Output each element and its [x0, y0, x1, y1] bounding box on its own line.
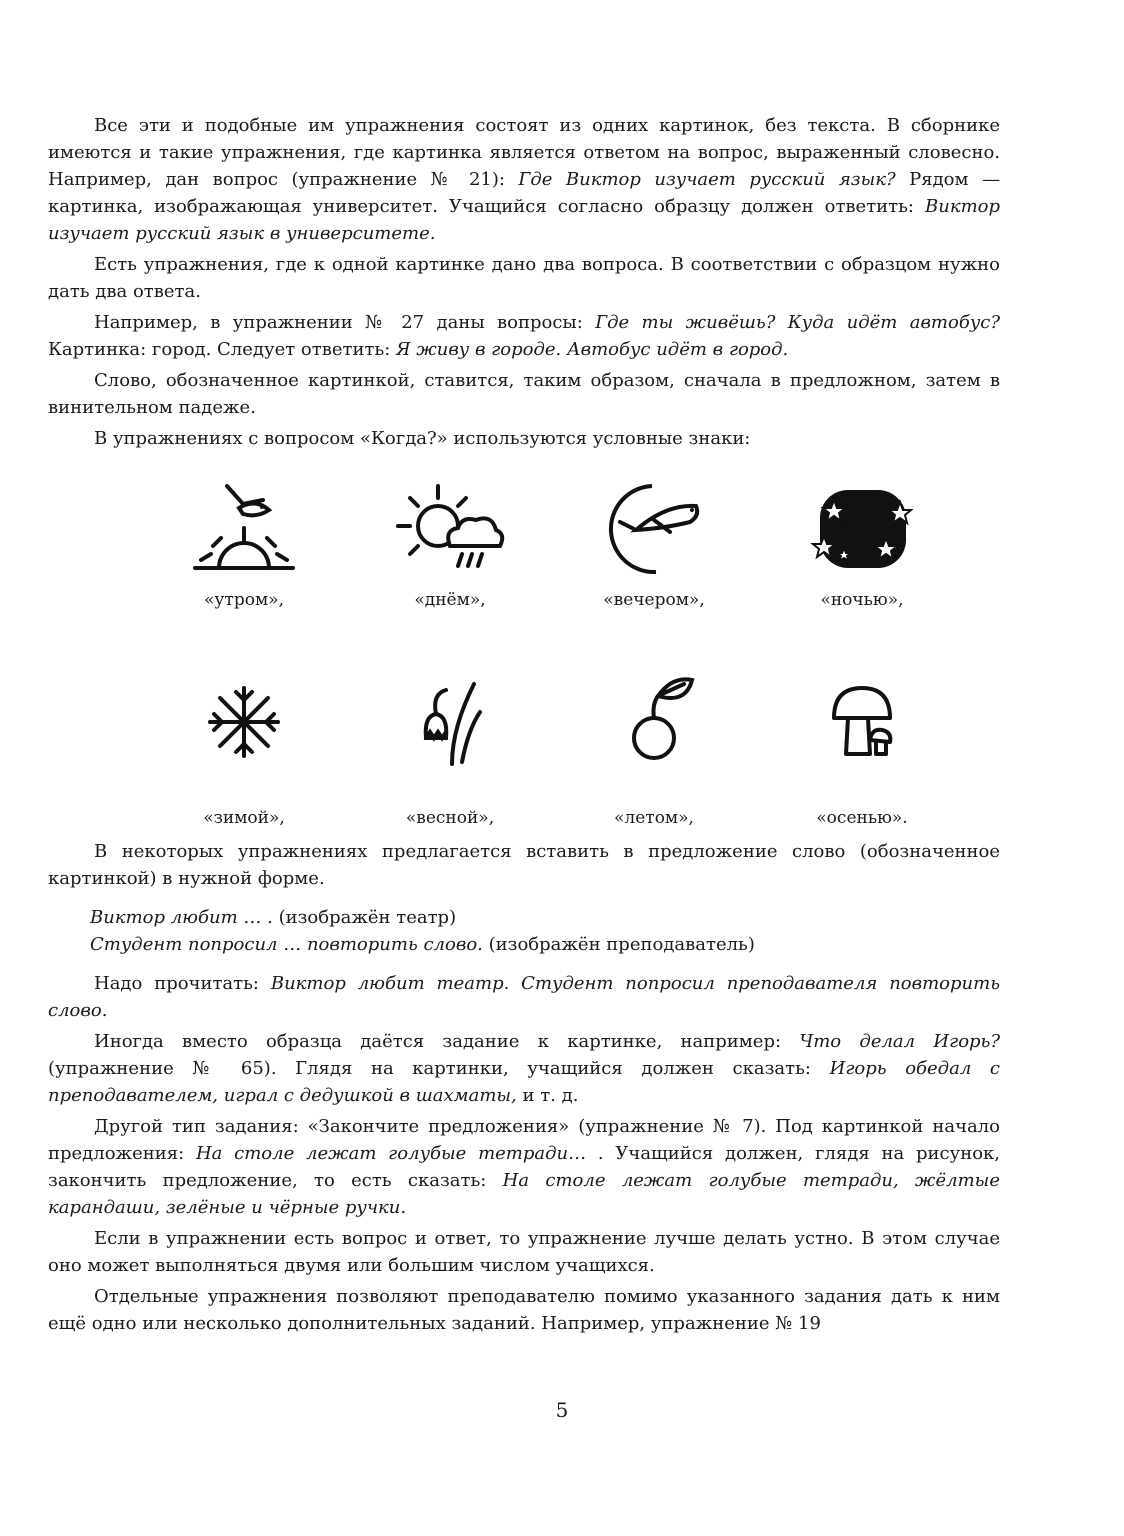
paragraph-9: Другой тип задания: «Закончите предложения» (упражнение № 7). Под картинкой начало предложения: На столе лежат голубые тетради… . Учащийся должен, глядя на рисунок, закончить предложение, то есть сказать: На столе лежат голубые тетради, жёлтые карандаши, зелёные и чёрные ручки. [48, 1116, 1000, 1218]
mushroom-icon [804, 674, 920, 770]
symbol-label-winter: «зимой», [203, 808, 285, 828]
paragraph-6: В некоторых упражнениях предлагается вставить в предложение слово (обозначенное картинкой) в нужной форме. [48, 841, 1000, 889]
paragraph-11: Отдельные упражнения позволяют преподавателю помимо указанного задания дать к ним ещё одно или несколько дополнительных заданий. Например, упражнение № 19 [48, 1286, 1000, 1334]
symbol-evening [544, 480, 764, 610]
symbol-label-spring: «весной», [405, 808, 495, 828]
symbol-spring [340, 674, 560, 828]
paragraph-10: Если в упражнении есть вопрос и ответ, то упражнение лучше делать устно. В этом случае оно может выполняться двумя или большим числом учащихся. [48, 1228, 1000, 1276]
example-1: Виктор любит … . (изображён театр) [90, 907, 457, 928]
page-body [48, 112, 1000, 1337]
crescent-moon-bird-icon [596, 480, 712, 576]
symbol-label-night: «ночью», [820, 590, 904, 610]
page-number: 5 [555, 1398, 569, 1422]
symbol-label-summer: «летом», [614, 808, 694, 828]
symbol-label-morning: «утром», [204, 590, 284, 610]
symbol-winter [134, 674, 354, 828]
paragraph-7: Надо прочитать: Виктор любит театр. Студент попросил преподавателя повторить слово. [48, 973, 1000, 1021]
example-2: Студент попросил … повторить слово. (изображён преподаватель) [90, 934, 755, 955]
moon-stars-icon [804, 480, 920, 576]
bellflower-icon [392, 674, 508, 770]
sun-cloud-rain-icon [392, 480, 508, 576]
symbol-day [340, 480, 560, 610]
examples-block [48, 904, 1000, 958]
paragraph-2: Есть упражнения, где к одной картинке дано два вопроса. В соответствии с образцом нужно дать два ответа. [48, 254, 1000, 302]
symbol-autumn [752, 674, 972, 828]
paragraph-3: Например, в упражнении № 27 даны вопросы: Где ты живёшь? Куда идёт автобус? Картинка: город. Следует ответить: Я живу в городе. Автобус идёт в город. [48, 312, 1000, 360]
symbol-summer [544, 674, 764, 828]
paragraph-4: Слово, обозначенное картинкой, ставится, таким образом, сначала в предложном, затем в винительном падеже. [48, 370, 1000, 418]
paragraph-1: Все эти и подобные им упражнения состоят из одних картинок, без текста. В сборнике имеются и такие упражнения, где картинка является ответом на вопрос, выраженный словесно. Например, дан вопрос (упражнение № 21): Где Виктор изучает русский язык? Рядом — картинка, изображающая университет. Учащийся согласно образцу должен ответить: Виктор изучает русский язык в университете. [48, 115, 1000, 244]
symbols-block [48, 452, 1000, 838]
symbol-label-autumn: «осенью». [816, 808, 908, 828]
paragraph-8: Иногда вместо образца даётся задание к картинке, например: Что делал Игорь? (упражнение № 65). Глядя на картинки, учащийся должен сказать: Игорь обедал с преподавателем, играл с дедушкой в шахматы, и т. д. [48, 1031, 1000, 1106]
symbol-label-day: «днём», [414, 590, 486, 610]
paragraph-5: В упражнениях с вопросом «Когда?» используются условные знаки: [94, 428, 751, 449]
cherry-leaf-icon [596, 674, 712, 770]
symbol-label-evening: «вечером», [603, 590, 705, 610]
sunrise-bird-icon [189, 480, 299, 576]
symbol-night [752, 480, 972, 610]
snowflake-icon [189, 674, 299, 770]
symbol-morning [134, 480, 354, 610]
